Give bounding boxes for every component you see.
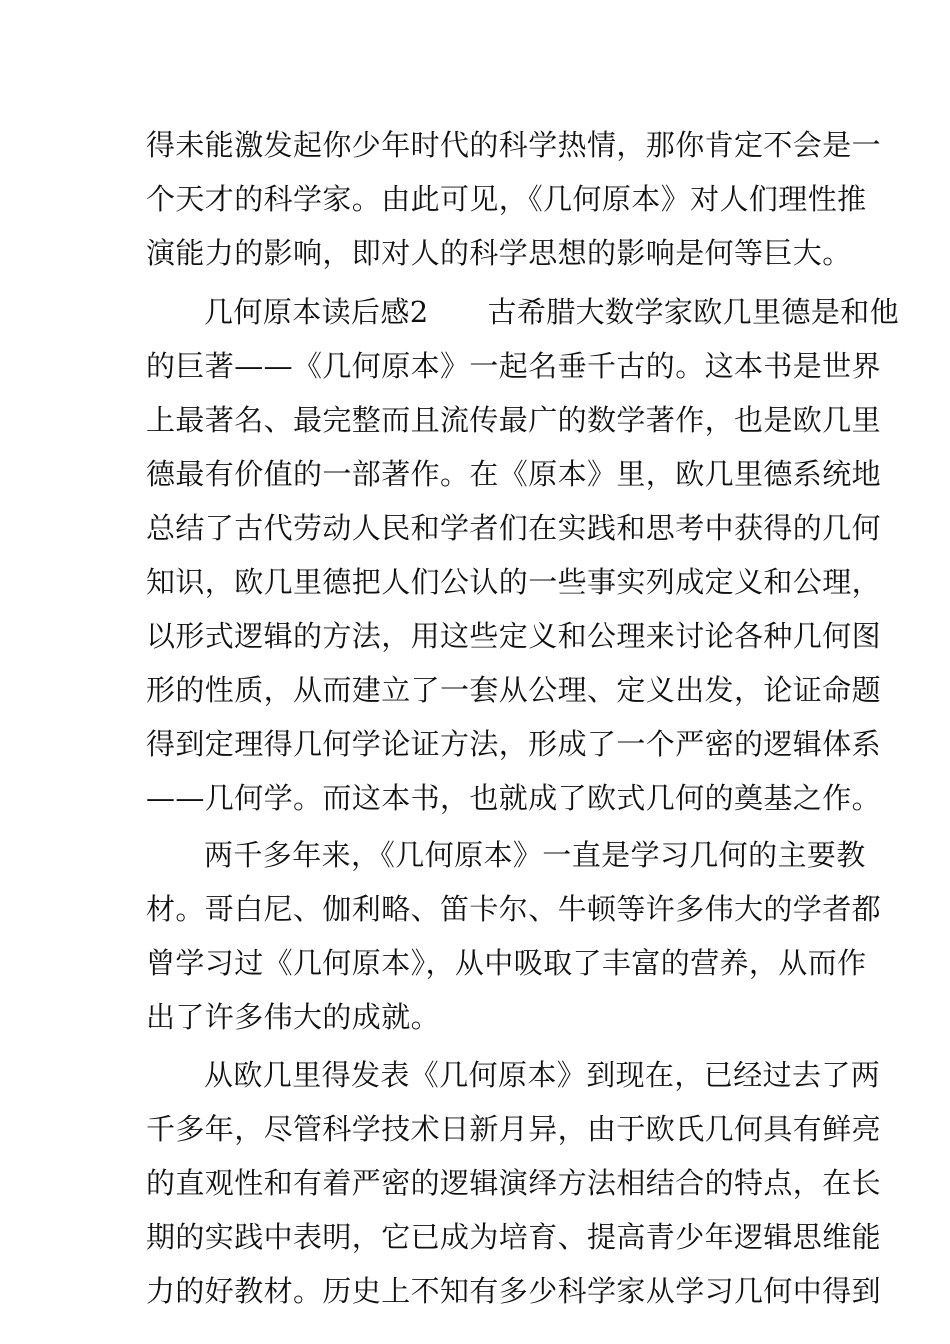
text-line: 期的实践中表明，它已成为培育、提高青少年逻辑思维能 — [146, 1220, 882, 1254]
text-line: 出了许多伟大的成就。 — [146, 1000, 441, 1034]
text-line: 从欧几里得发表《几何原本》到现在，已经过去了两 — [204, 1058, 881, 1092]
text-line: 上最著名、最完整而且流传最广的数学著作，也是欧几里 — [146, 403, 882, 437]
text-line: 知识，欧几里德把人们公认的一些事实列成定义和公理， — [146, 565, 882, 599]
text-line: 两千多年来，《几何原本》一直是学习几何的主要教 — [204, 838, 866, 872]
text-line: 以形式逻辑的方法，用这些定义和公理来讨论各种几何图 — [146, 619, 882, 653]
text-line: 的巨著——《几何原本》一起名垂千古的。这本书是世界 — [146, 349, 882, 383]
text-line: 演能力的影响，即对人的科学思想的影响是何等巨大。 — [146, 236, 852, 270]
text-line: 总结了古代劳动人民和学者们在实践和思考中获得的几何 — [146, 511, 882, 545]
text-line: 个天才的科学家。由此可见，《几何原本》对人们理性推 — [146, 182, 867, 216]
text-line: 几何原本读后感2 古希腊大数学家欧几里德是和他 — [204, 295, 900, 329]
text-line: 形的性质，从而建立了一套从公理、定义出发，论证命题 — [146, 673, 882, 707]
text-line: 曾学习过《几何原本》，从中吸取了丰富的营养，从而作 — [146, 946, 867, 980]
text-line: 材。哥白尼、伽利略、笛卡尔、牛顿等许多伟大的学者都 — [146, 892, 882, 926]
text-line: 得未能激发起你少年时代的科学热情，那你肯定不会是一 — [146, 128, 882, 162]
text-line: 力的好教材。历史上不知有多少科学家从学习几何中得到 — [146, 1274, 882, 1308]
text-line: 的直观性和有着严密的逻辑演绎方法相结合的特点，在长 — [146, 1166, 882, 1200]
text-line: 千多年，尽管科学技术日新月异，由于欧氏几何具有鲜亮 — [146, 1112, 882, 1146]
text-line: 得到定理得几何学论证方法，形成了一个严密的逻辑体系 — [146, 727, 882, 761]
text-line: 德最有价值的一部著作。在《原本》里，欧几里德系统地 — [146, 457, 882, 491]
text-line: ——几何学。而这本书，也就成了欧式几何的奠基之作。 — [146, 781, 882, 815]
